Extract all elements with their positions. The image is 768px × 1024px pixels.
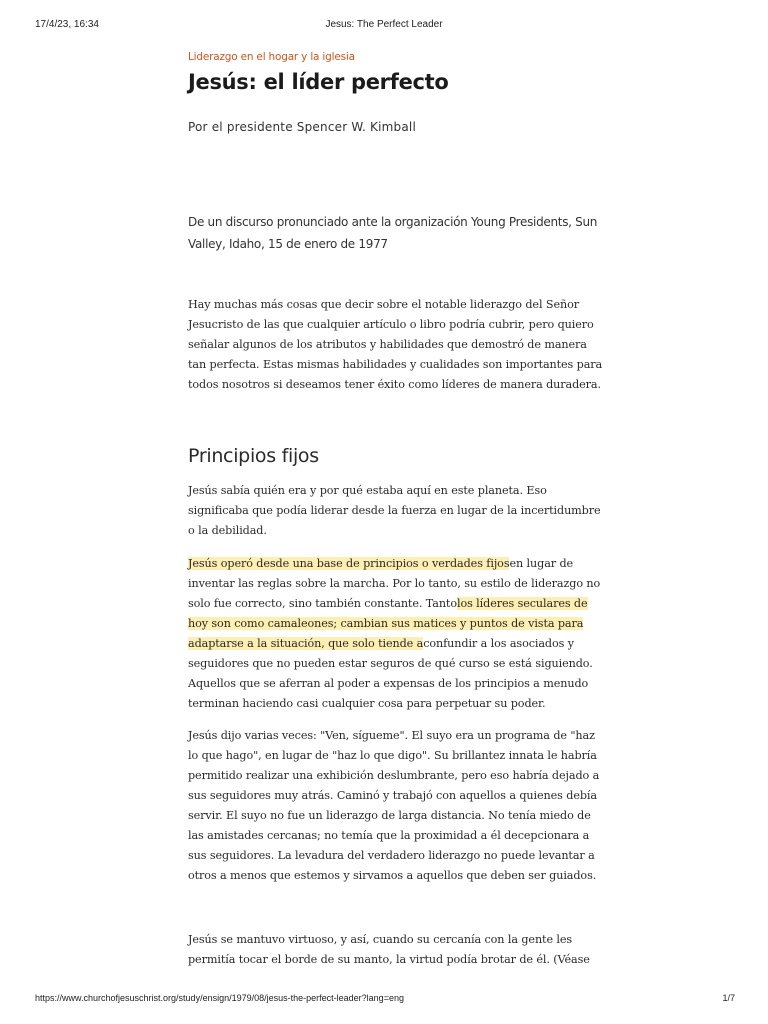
print-header bbox=[0, 19, 768, 33]
print-page-title: Jesus: The Perfect Leader bbox=[325, 19, 443, 30]
intro-note: De un discurso pronunciado ante la organización Young Presidents, Sun Valley, Idaho, 15 de enero de 1977 bbox=[188, 215, 598, 251]
page-number: 1/7 bbox=[722, 993, 735, 1003]
highlight-2[interactable]: los líderes seculares de hoy son como camaleones; cambian sus matices y puntos de vista para adaptarse a la situación, que solo tiende a bbox=[188, 597, 588, 650]
page-title: Jesús: el líder perfecto bbox=[188, 70, 449, 94]
paragraph-4: Jesús dijo varias veces: "Ven, sígueme". El suyo era un programa de "haz lo que hago", en lugar de "haz lo que digo". Su brillantez innata le habría permitido realizar una exhibición deslumbrante, pero eso habría dejado a sus seguidores muy atrás. Caminó y trabajó con aquellos a quienes debía servir. El suyo no fue un liderazgo de larga distancia. No tenía miedo de las amistades cercanas; no temía que la proximidad a él decepcionara a sus seguidores. La levadura del verdadero liderazgo no puede levantar a otros a menos que estemos y sirvamos a aquellos que deben ser guiados. bbox=[188, 729, 600, 882]
author-byline: Por el presidente Spencer W. Kimball bbox=[188, 120, 416, 134]
article bbox=[188, 50, 608, 966]
paragraph-1: Hay muchas más cosas que decir sobre el notable liderazgo del Señor Jesucristo de las que cualquier artículo o libro podría cubrir, pero quiero señalar algunos de los atributos y habilidades que demostró de manera tan perfecta. Estas mismas habilidades y cualidades son importantes para todos nosotros si deseamos tener éxito como líderes de manera duradera. bbox=[188, 298, 603, 391]
paragraph-3-text-1: en lugar de inventar las reglas sobre la marcha. Por lo tanto, su estilo de liderazgo no solo fue correcto, sino también constante. Tanto bbox=[188, 557, 601, 610]
print-datetime: 17/4/23, 16:34 bbox=[35, 19, 99, 30]
highlight-1[interactable]: Jesús operó desde una base de principios o verdades fijos bbox=[188, 557, 510, 570]
paragraph-3 bbox=[188, 554, 608, 714]
paragraph-3-text-2: confundir a los asociados y seguidores que no pueden estar seguros de qué curso se está siguiendo. Aquellos que se aferran al poder a expensas de los principios a menudo terminan haciendo casi cualquier cosa para perpetuar su poder. bbox=[188, 637, 593, 710]
kicker-link[interactable]: Liderazgo en el hogar y la iglesia bbox=[188, 51, 355, 63]
section-heading: Principios fijos bbox=[188, 445, 319, 467]
breadcrumb bbox=[188, 50, 608, 64]
print-url: https://www.churchofjesuschrist.org/study/ensign/1979/08/jesus-the-perfect-leader?lang=eng bbox=[35, 993, 404, 1003]
paragraph-5: Jesús se mantuvo virtuoso, y así, cuando su cercanía con la gente les permitía tocar el borde de su manto, la virtud podía brotar de él. (Véase bbox=[188, 933, 590, 966]
print-footer bbox=[0, 993, 768, 1007]
paragraph-2: Jesús sabía quién era y por qué estaba aquí en este planeta. Eso significaba que podía liderar desde la fuerza en lugar de la incertidumbre o la debilidad. bbox=[188, 484, 601, 537]
